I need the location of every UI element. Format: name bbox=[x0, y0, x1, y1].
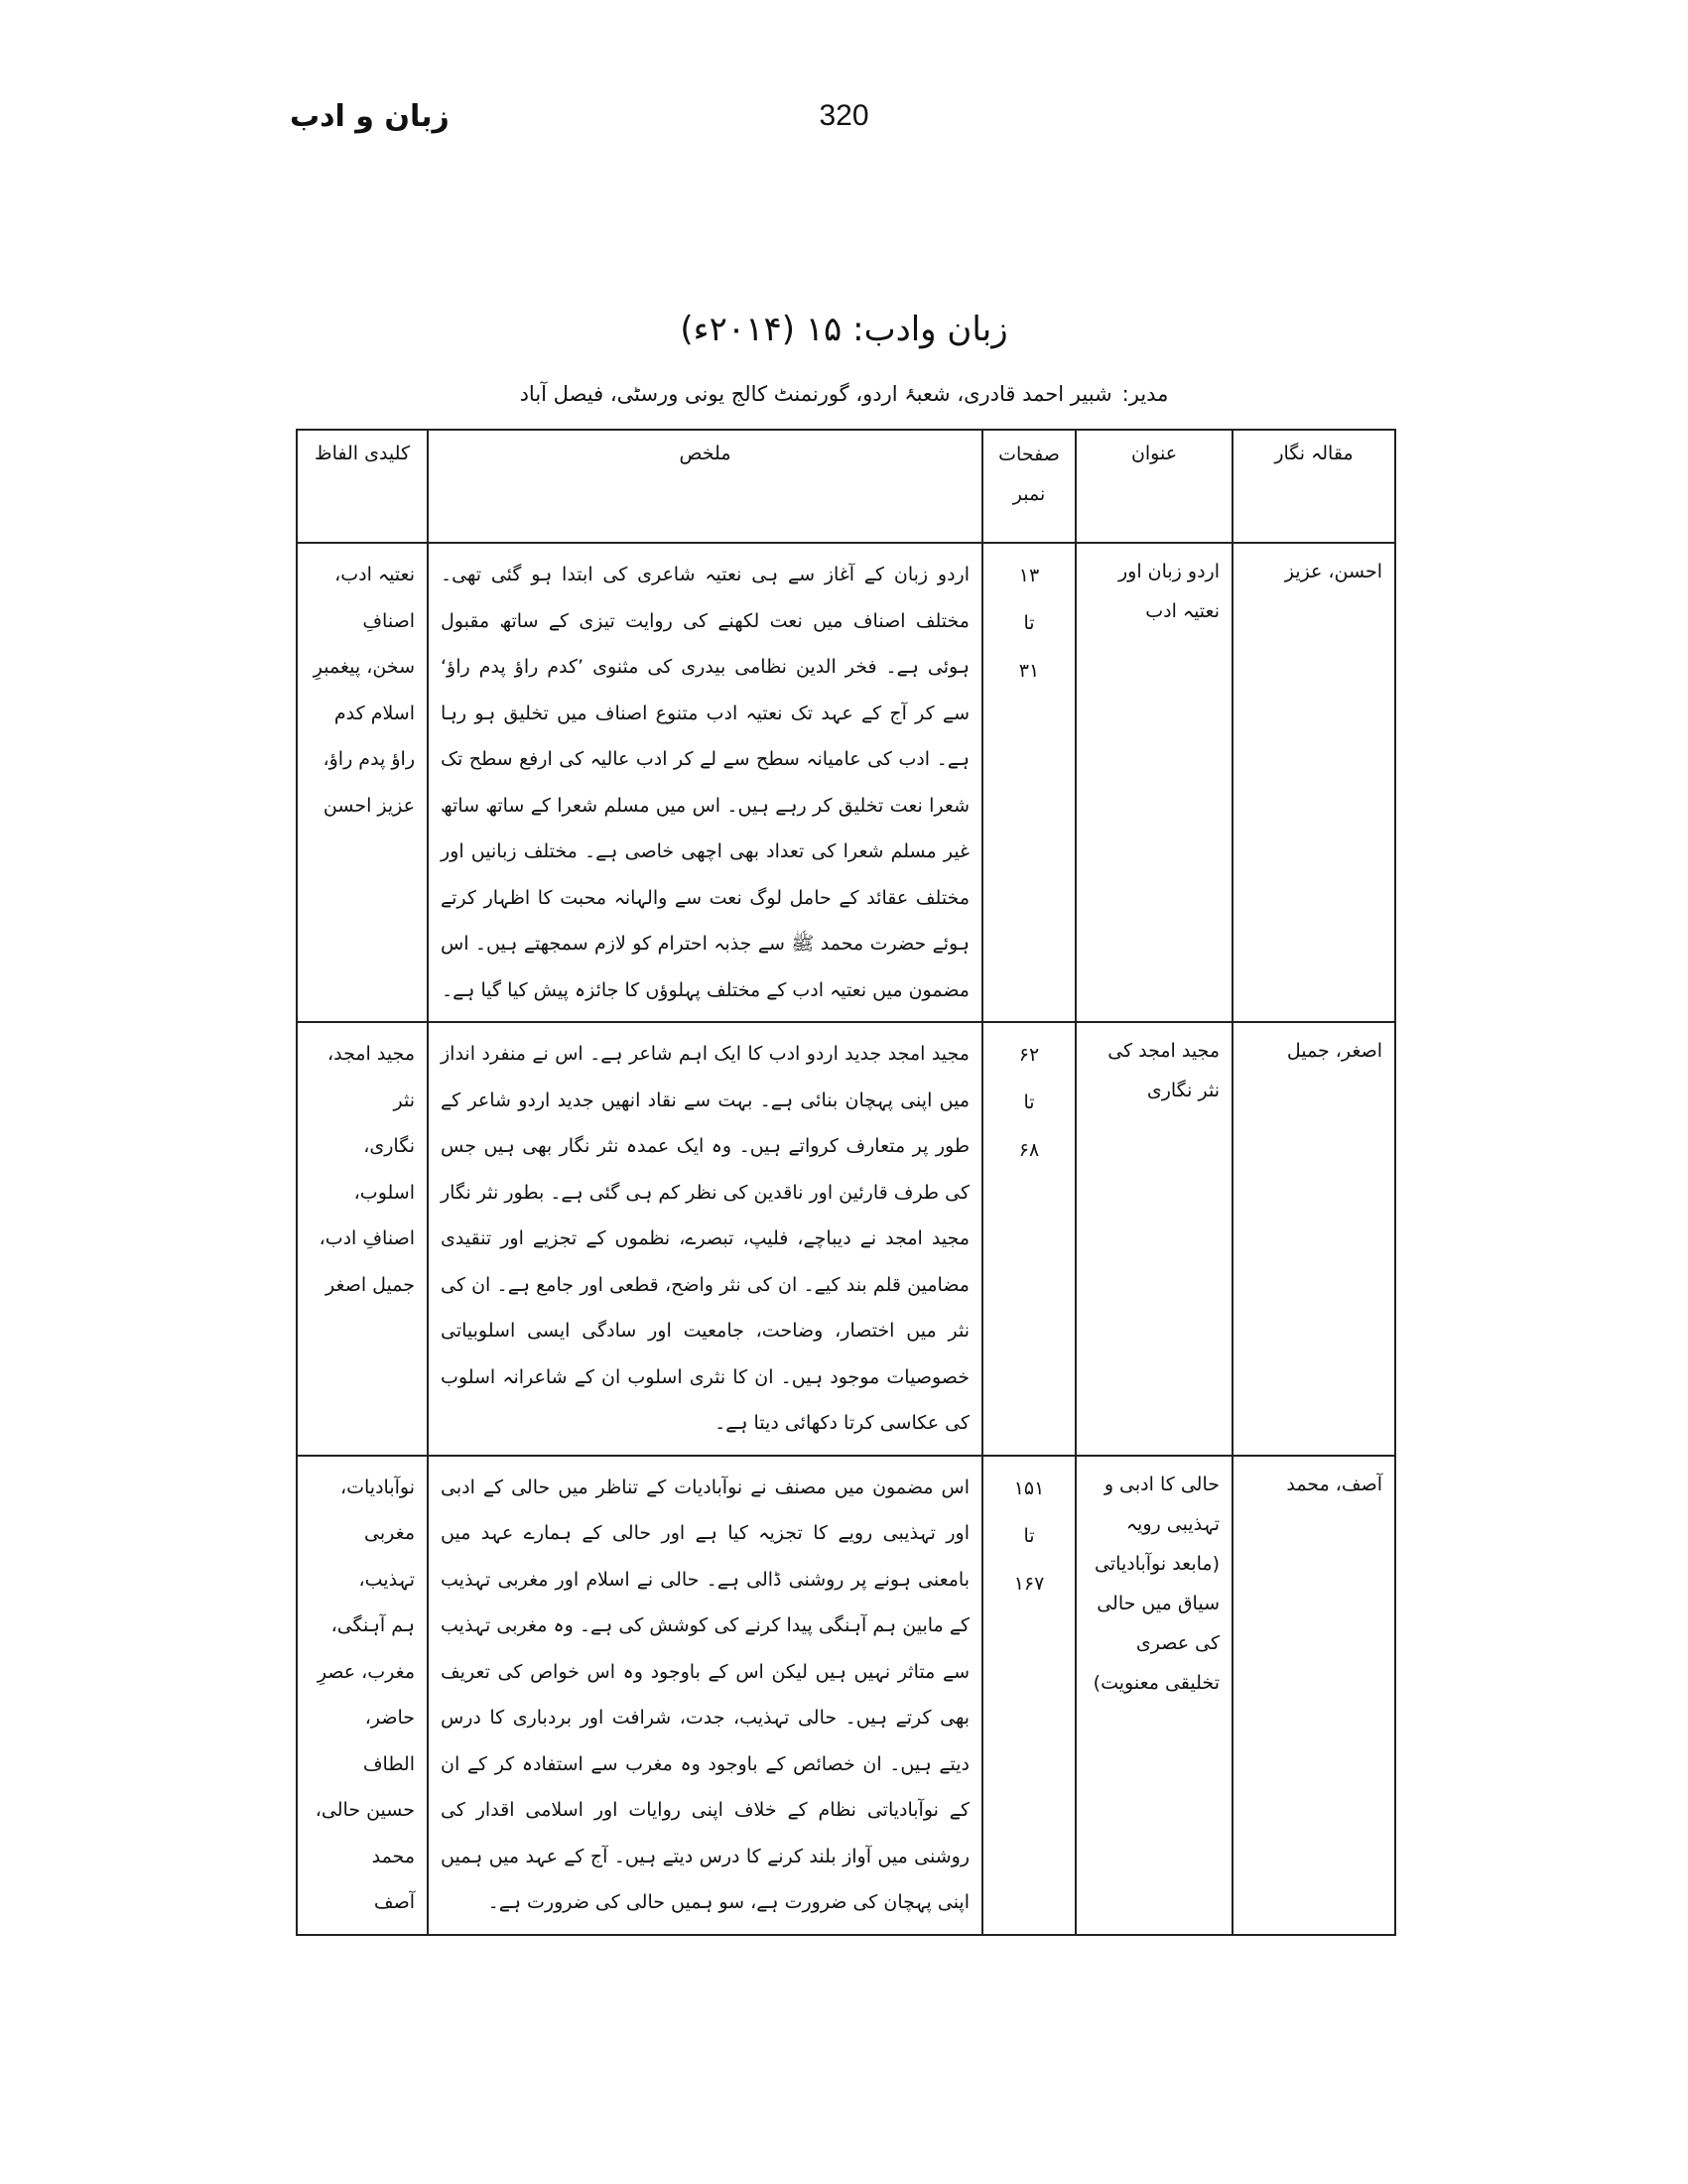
page-end: ۱۶۷ bbox=[1013, 1572, 1045, 1595]
table-row bbox=[297, 1456, 1395, 1935]
row-abstract: اس مضمون میں مصنف نے نوآبادیات کے تناظر میں حالی کے ادبی اور تہذیبی رویے کا تجزیہ کیا ہے اور حالی کے ہمارے عہد میں بامعنی ہونے پر روشنی ڈالی ہے۔ حالی نے اسلام اور مغربی تہذیب کے مابین ہم آہنگی پیدا کرنے کی کوشش کی ہے۔ وہ مغربی تہذیب سے متاثر نہیں ہیں لیکن اس کے باوجود وہ اس خواص کی تعریف بھی کرتے ہیں۔ حالی تہذیب، جدت، شرافت اور بردباری کا درس دیتے ہیں۔ ان خصائص کے باوجود وہ مغرب سے استفادہ کر کے ان کے نوآبادیاتی نظام کے خلاف اپنی روایات اور اسلامی اقدار کی روشنی میں آواز بلند کرنے کا درس دیتے ہیں۔ آج کے عہد میں ہمیں اپنی پہچان کی ضرورت ہے، سو ہمیں حالی کی ضرورت ہے۔ bbox=[428, 1456, 982, 1935]
keyword: نگاری، bbox=[363, 1135, 415, 1157]
row-abstract: مجید امجد جدید اردو ادب کا ایک اہم شاعر ہے۔ اس نے منفرد انداز میں اپنی پہچان بنائی ہے۔ بہت سے نقاد انھیں جدید اردو شاعر کے طور پر متعارف کرواتے ہیں۔ وہ ایک عمدہ نثر نگار بھی ہیں جس کی طرف قارئین اور ناقدین کی نظر کم ہی گئی ہے۔ بطور نثر نگار مجید امجد نے دیباچے، فلیپ، تبصرے، نظموں کے تجزیے اور تنقیدی مضامین قلم بند کیے۔ ان کی نثر واضح، قطعی اور جامع ہے۔ ان کی نثر میں اختصار، وضاحت، جامعیت اور سادگی ایسی اسلوبیاتی خصوصیات موجود ہیں۔ ان کا نثری اسلوب ان کے شاعرانہ اسلوب کی عکاسی کرتا دکھائی دیتا ہے۔ bbox=[428, 1022, 982, 1456]
page-sep: تا bbox=[1023, 1092, 1035, 1113]
keyword: نوآبادیات، bbox=[339, 1476, 415, 1498]
keyword: حسین حالی، محمد bbox=[315, 1799, 415, 1867]
page-sep: تا bbox=[1023, 1524, 1035, 1547]
editor-label: مدیر: bbox=[1121, 382, 1169, 406]
row-author: اصغر، جمیل bbox=[1233, 1022, 1395, 1456]
row-author: آصف، محمد bbox=[1233, 1456, 1395, 1935]
header-pages bbox=[982, 430, 1076, 543]
keyword: راؤ پدم راؤ، bbox=[323, 748, 415, 770]
journal-title: زبان وادب: ۱۵ (۲۰۱۴ء) bbox=[680, 310, 1008, 349]
page-start: ۶۲ bbox=[1018, 1044, 1040, 1066]
row-keywords bbox=[297, 543, 428, 1022]
header-pages-line2: نمبر bbox=[1012, 483, 1046, 505]
page-end: ۶۸ bbox=[1018, 1139, 1040, 1161]
page-start: ۱۵۱ bbox=[1013, 1477, 1045, 1499]
keyword: مجید امجد، نثر bbox=[326, 1043, 415, 1111]
keyword: جمیل اصغر bbox=[325, 1273, 415, 1296]
page-end: ۳۱ bbox=[1018, 660, 1040, 682]
row-title: حالی کا ادبی و تہذیبی رویہ (مابعد نوآبادیاتی سیاق میں حالی کی عصری تخلیقی معنویت) bbox=[1076, 1456, 1233, 1935]
row-title: اردو زبان اور نعتیہ ادب bbox=[1076, 543, 1233, 1022]
row-abstract: اردو زبان کے آغاز سے ہی نعتیہ شاعری کی ابتدا ہو گئی تھی۔ مختلف اصناف میں نعت لکھنے کی روایت تیزی کے ساتھ مقبول ہوئی ہے۔ فخر الدین نظامی بیدری کی مثنوی ’کدم راؤ پدم راؤ‘ سے کر آج کے عہد تک نعتیہ ادب متنوع اصناف میں تخلیق ہو رہا ہے۔ ادب کی عامیانہ سطح سے لے کر ادب عالیہ کی ارفع سطح تک شعرا نعت تخلیق کر رہے ہیں۔ اس میں مسلم شعرا کے ساتھ ساتھ غیر مسلم شعرا کی تعداد بھی اچھی خاصی ہے۔ مختلف زبانیں اور مختلف عقائد کے حامل لوگ نعت سے والہانہ محبت کا اظہار کرتے ہوئے حضرت محمد ﷺ سے جذبہ احترام کو لازم سمجھتے ہیں۔ اس مضمون میں نعتیہ ادب کے مختلف پہلوؤں کا جائزہ پیش کیا گیا ہے۔ bbox=[428, 543, 982, 1022]
keyword: سخن، پیغمبرِ bbox=[313, 656, 415, 678]
page-start: ۱۳ bbox=[1018, 565, 1040, 586]
keyword: حاضر، الطاف bbox=[362, 1707, 415, 1775]
table-header-row bbox=[297, 430, 1395, 543]
row-pages bbox=[982, 1456, 1076, 1935]
keyword: اسلام کدم bbox=[333, 702, 415, 724]
keyword: عزیز احسن bbox=[323, 794, 415, 817]
article-index-table bbox=[296, 429, 1396, 1936]
table-row bbox=[297, 543, 1395, 1022]
page-number: 320 bbox=[819, 99, 869, 132]
keyword: نعتیہ ادب، bbox=[334, 564, 415, 585]
keyword: ہم آہنگی، bbox=[330, 1614, 415, 1636]
keyword: اصنافِ ادب، bbox=[319, 1227, 415, 1249]
header-abstract: ملخص bbox=[428, 430, 982, 543]
row-pages bbox=[982, 543, 1076, 1022]
table-row bbox=[297, 1022, 1395, 1456]
row-keywords bbox=[297, 1456, 428, 1935]
running-head-title: زبان و ادب bbox=[290, 99, 450, 134]
row-pages bbox=[982, 1022, 1076, 1456]
header-keywords: کلیدی الفاظ bbox=[297, 430, 428, 543]
row-title: مجید امجد کی نثر نگاری bbox=[1076, 1022, 1233, 1456]
row-keywords bbox=[297, 1022, 428, 1456]
keyword: اصنافِ bbox=[362, 609, 415, 632]
header-author: مقالہ نگار bbox=[1233, 430, 1395, 543]
keyword: آصف bbox=[373, 1891, 415, 1913]
keyword: اسلوب، bbox=[353, 1181, 415, 1204]
page-sep: تا bbox=[1023, 612, 1035, 634]
keyword: مغربی تہذیب، bbox=[358, 1522, 415, 1591]
editor-line bbox=[0, 382, 1688, 406]
editor-text: شبیر احمد قادری، شعبۂ اردو، گورنمنٹ کالج یونی ورسٹی، فیصل آباد bbox=[519, 382, 1112, 406]
row-author: احسن، عزیز bbox=[1233, 543, 1395, 1022]
header-title: عنوان bbox=[1076, 430, 1233, 543]
header-pages-line1: صفحات bbox=[998, 444, 1060, 465]
keyword: مغرب، عصرِ bbox=[317, 1660, 415, 1683]
